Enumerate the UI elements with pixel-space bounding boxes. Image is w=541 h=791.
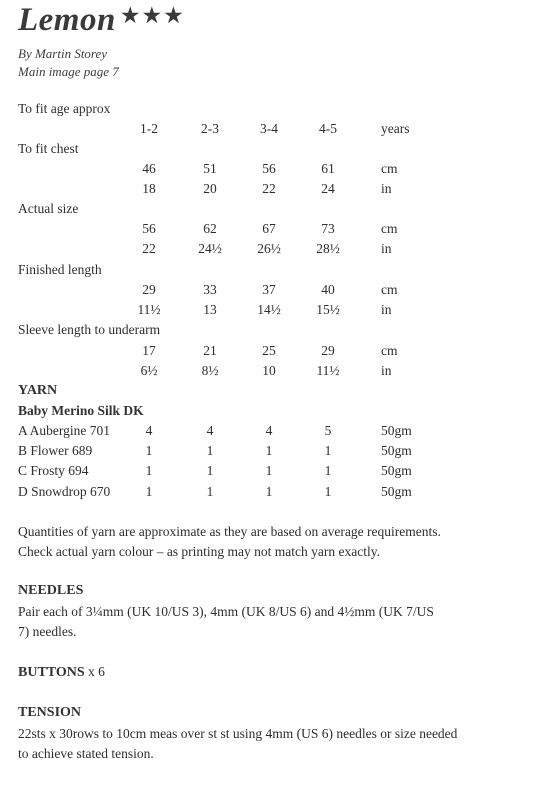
buttons-count: x 6 — [88, 664, 105, 679]
size-cell: 56 — [262, 161, 276, 176]
size-cell: 61 — [321, 161, 335, 176]
buttons-heading: BUTTONS — [18, 665, 85, 680]
yarn-quantity: 1 — [265, 463, 273, 478]
yarn-quantity: 4 — [206, 423, 214, 438]
yarn-quantity: 1 — [265, 443, 273, 458]
unit-label: in — [381, 302, 392, 317]
tension-text — [18, 724, 523, 764]
yarn-quantity: 4 — [265, 423, 273, 438]
tension-heading: TENSION — [18, 705, 82, 720]
title-row — [18, 2, 185, 39]
size-cell: 13 — [203, 302, 217, 317]
unit-label: cm — [381, 343, 398, 358]
yarn-quantity: 1 — [265, 484, 273, 499]
size-cell: 29 — [321, 343, 335, 358]
size-cell: 25 — [262, 343, 276, 358]
size-cell: 2-3 — [201, 121, 219, 136]
yarn-unit: 50gm — [381, 484, 412, 499]
yarn-unit: 50gm — [381, 443, 412, 458]
buttons-line — [18, 664, 105, 681]
yarn-colour-label: B Flower 689 — [18, 443, 93, 458]
yarn-colour-label: D Snowdrop 670 — [18, 484, 111, 499]
unit-label: in — [381, 241, 392, 256]
size-cell: 40 — [321, 282, 335, 297]
size-cell: 24½ — [198, 241, 222, 256]
size-cell: 22 — [142, 241, 156, 256]
size-cell: 18 — [142, 181, 156, 196]
size-cell: 3-4 — [260, 121, 278, 136]
yarn-quantity: 1 — [324, 484, 332, 499]
age-label: To fit age approx — [18, 101, 111, 116]
unit-label: cm — [381, 221, 398, 236]
yarn-quantity: 1 — [324, 443, 332, 458]
tension-line: 22sts x 30rows to 10cm meas over st st using 4mm (US 6) needles or size needed — [18, 726, 458, 741]
unit-label: years — [381, 121, 410, 136]
unit-label: in — [381, 363, 392, 378]
size-cell: 4-5 — [319, 121, 337, 136]
yarn-note-line: Quantities of yarn are approximate as they are based on average requirements. — [18, 524, 441, 539]
unit-label: in — [381, 181, 392, 196]
size-cell: 62 — [203, 221, 217, 236]
yarn-quantity: 1 — [145, 463, 153, 478]
size-cell: 26½ — [257, 241, 281, 256]
yarn-colour-label: C Frosty 694 — [18, 463, 89, 478]
yarn-quantity: 4 — [145, 423, 153, 438]
needles-line: 7) needles. — [18, 624, 77, 639]
yarn-unit: 50gm — [381, 463, 412, 478]
size-cell: 11½ — [137, 302, 161, 317]
unit-label: cm — [381, 282, 398, 297]
yarn-quantity: 1 — [145, 443, 153, 458]
yarn-quantity: 1 — [145, 484, 153, 499]
yarn-quantity: 1 — [206, 463, 214, 478]
yarn-name: Baby Merino Silk DK — [18, 403, 144, 418]
size-cell: 15½ — [316, 302, 340, 317]
size-cell: 22 — [262, 181, 276, 196]
size-cell: 8½ — [201, 363, 219, 378]
size-cell: 20 — [203, 181, 217, 196]
yarn-quantity: 1 — [324, 463, 332, 478]
size-cell: 1-2 — [140, 121, 158, 136]
finished-length-label: Finished length — [18, 262, 102, 277]
difficulty-stars: ★★★ — [119, 3, 185, 28]
size-cell: 28½ — [316, 241, 340, 256]
size-cell: 24 — [321, 181, 335, 196]
sleeve-length-label: Sleeve length to underarm — [18, 322, 161, 337]
yarn-heading: YARN — [18, 383, 58, 398]
size-cell: 67 — [262, 221, 276, 236]
size-cell: 33 — [203, 282, 217, 297]
unit-label: cm — [381, 161, 398, 176]
size-cell: 14½ — [257, 302, 281, 317]
yarn-quantity: 1 — [206, 484, 214, 499]
needles-line: Pair each of 3¼mm (UK 10/US 3), 4mm (UK 8/US 6) and 4½mm (UK 7/US — [18, 604, 434, 619]
size-cell: 73 — [321, 221, 335, 236]
size-cell: 56 — [142, 221, 156, 236]
size-cell: 51 — [203, 161, 217, 176]
designer-credit: By Martin Storey — [18, 46, 108, 61]
chest-label: To fit chest — [18, 141, 79, 156]
yarn-quantity: 1 — [206, 443, 214, 458]
pattern-title: Lemon — [18, 2, 116, 38]
yarn-note — [18, 522, 523, 562]
main-image-reference: Main image page 7 — [18, 64, 119, 79]
actual-size-label: Actual size — [18, 201, 79, 216]
yarn-unit: 50gm — [381, 423, 412, 438]
size-cell: 6½ — [140, 363, 158, 378]
size-cell: 29 — [142, 282, 156, 297]
size-cell: 37 — [262, 282, 276, 297]
tension-line: to achieve stated tension. — [18, 746, 154, 761]
yarn-colour-label: A Aubergine 701 — [18, 423, 110, 438]
yarn-note-line: Check actual yarn colour – as printing may not match yarn exactly. — [18, 544, 381, 559]
size-cell: 11½ — [316, 363, 340, 378]
size-cell: 10 — [262, 363, 276, 378]
needles-heading: NEEDLES — [18, 583, 84, 598]
size-cell: 21 — [203, 343, 217, 358]
needles-text — [18, 602, 523, 642]
size-cell: 17 — [142, 343, 156, 358]
yarn-quantity: 5 — [324, 423, 332, 438]
size-cell: 46 — [142, 161, 156, 176]
